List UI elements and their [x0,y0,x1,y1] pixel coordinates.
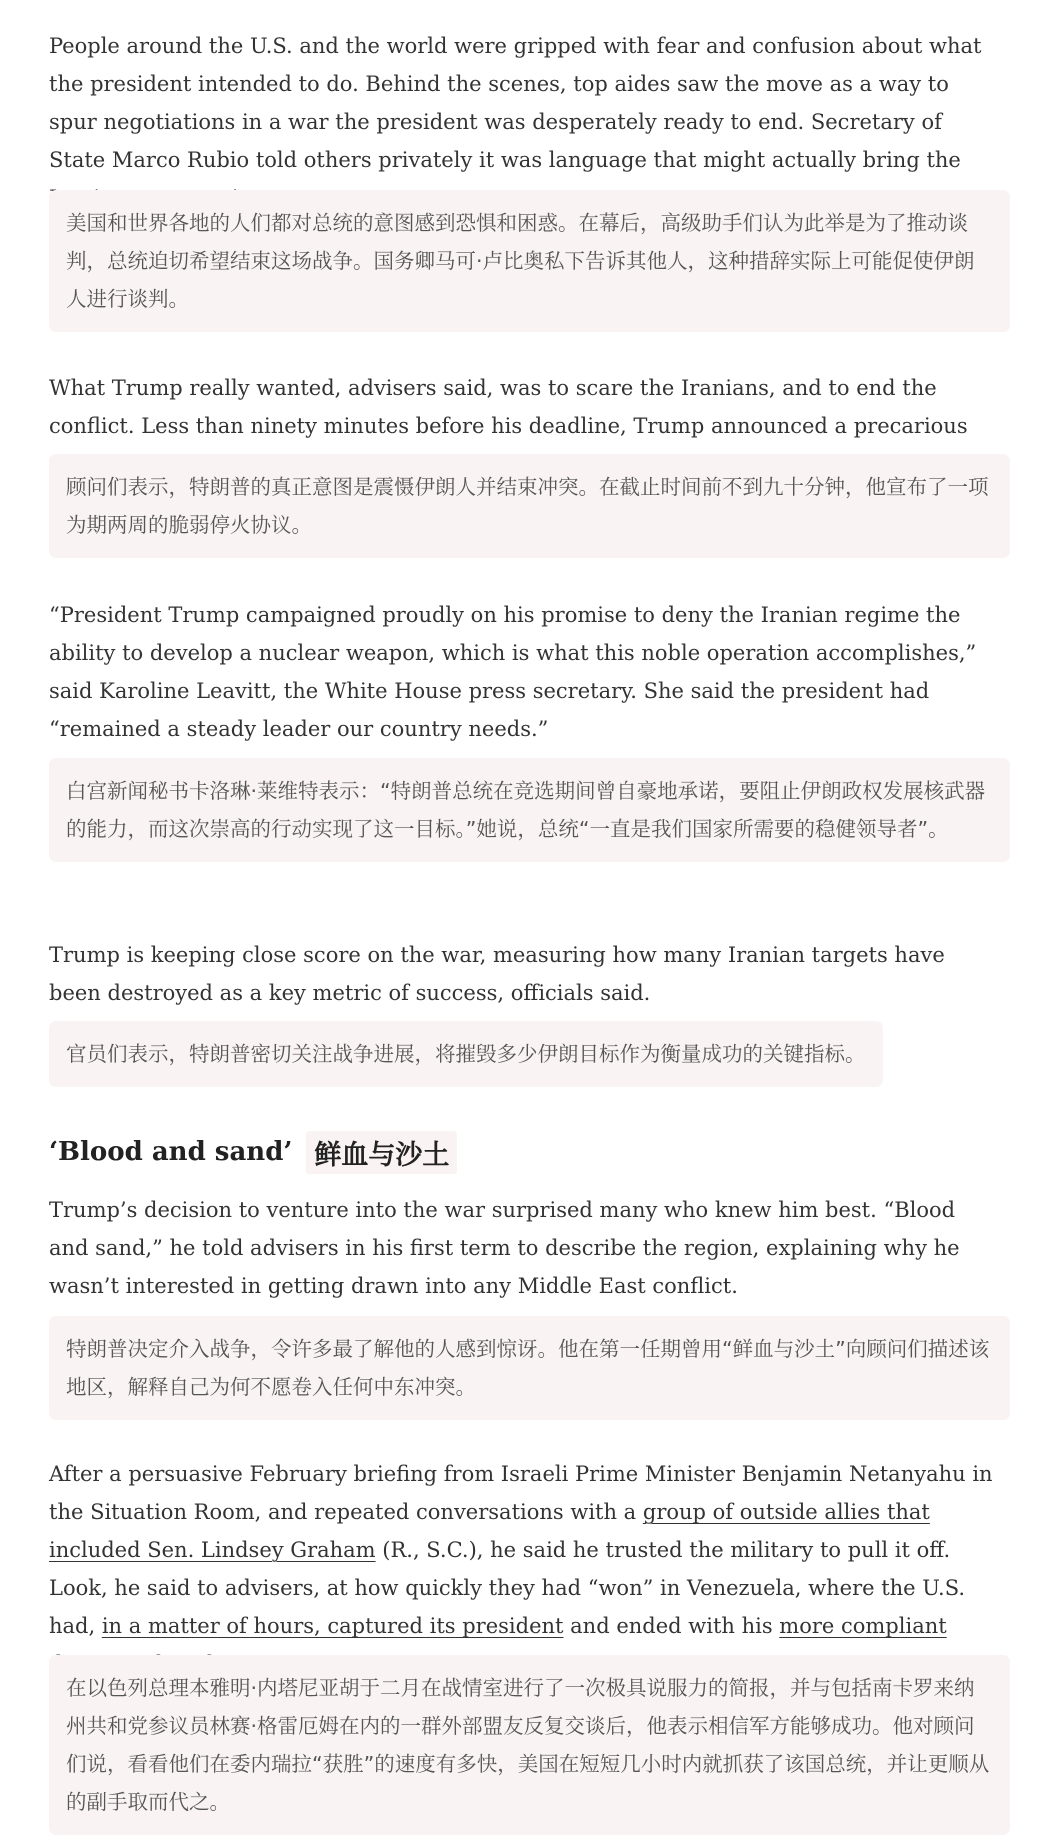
section-heading [49,1127,457,1177]
link-outside-allies[interactable]: group of outside allies that included Sen. Lindsey Graham [49,1500,930,1562]
paragraph-en-6 [49,1455,999,1683]
translation-zh-3: 白宫新闻秘书卡洛琳·莱维特表示：“特朗普总统在竞选期间曾自豪地承诺，要阻止伊朗政权发展核武器的能力，而这次崇高的行动实现了这一目标。”她说，总统“一直是我们国家所需要的稳健领导者”。 [49,758,1010,862]
paragraph-en-3: “President Trump campaigned proudly on his promise to deny the Iranian regime the ability to develop a nuclear weapon, which is what this noble operation accomplishes,” said Karoline Leavitt, the White House press secretary. She said the president had “remained a steady leader our country needs.” [49,603,977,741]
translation-zh-5: 特朗普决定介入战争，令许多最了解他的人感到惊讶。他在第一任期曾用“鲜血与沙土”向顾问们描述该地区，解释自己为何不愿卷入任何中东冲突。 [49,1316,1010,1420]
translation-zh-2: 顾问们表示，特朗普的真正意图是震慑伊朗人并结束冲突。在截止时间前不到九十分钟，他宣布了一项为期两周的脆弱停火协议。 [49,454,1010,558]
translation-zh-6: 在以色列总理本雅明·内塔尼亚胡于二月在战情室进行了一次极具说服力的简报，并与包括南卡罗来纳州共和党参议员林赛·格雷厄姆在内的一群外部盟友反复交谈后，他表示相信军方能够成功。他对顾问们说，看看他们在委内瑞拉“获胜”的速度有多快，美国在短短几小时内就抓获了该国总统，并让更顺从的副手取而代之。 [49,1655,1010,1835]
translation-zh-4: 官员们表示，特朗普密切关注战争进展，将摧毁多少伊朗目标作为衡量成功的关键指标。 [49,1021,883,1087]
link-captured-president[interactable]: in a matter of hours, captured its president [101,1614,564,1638]
paragraph-en-4: Trump is keeping close score on the war, measuring how many Iranian targets have been destroyed as a key metric of success, officials said. [49,943,945,1005]
section-heading-en: ‘Blood and sand’ [49,1137,293,1167]
paragraph-en-1: People around the U.S. and the world were gripped with fear and confusion about what the president intended to do. Behind the scenes, top aides saw the move as a way to spur negotiations in a war the president was desperately ready to end. Secretary of State Marco Rubio told others privately it was language that might actually bring the [49,34,982,172]
paragraph-en-5: Trump’s decision to venture into the war surprised many who knew him best. “Blood and sand,” he told advisers in his first term to describe the region, explaining why he wasn’t interested in getting drawn into any Middle East conflict. [49,1198,960,1298]
paragraph-6-text-1: After a persuasive February briefing from Israeli Prime Minister Benjamin Netanyahu in the Situation Room, and repeated conversations with a [49,1462,993,1524]
paragraph-6-text-2: (R., S.C.), he said he trusted the military to pull it off. Look, he said to advisers, at how quickly they had “won” in Venezuela, where the U.S. had, [49,1538,966,1638]
paragraph-6-text-3: and ended with his [563,1614,780,1638]
link-compliant-deputy[interactable]: more compliant [779,1614,947,1638]
section-heading-zh: 鲜血与沙土 [306,1131,457,1174]
translation-zh-1: 美国和世界各地的人们都对总统的意图感到恐惧和困惑。在幕后，高级助手们认为此举是为了推动谈判，总统迫切希望结束这场战争。国务卿马可·卢比奥私下告诉其他人，这种措辞实际上可能促使伊朗人进行谈判。 [49,190,1010,332]
paragraph-en-2: What Trump really wanted, advisers said, was to scare the Iranians, and to end the conflict. Less than ninety minutes before his deadline, Trump announced a precarious [49,376,968,438]
